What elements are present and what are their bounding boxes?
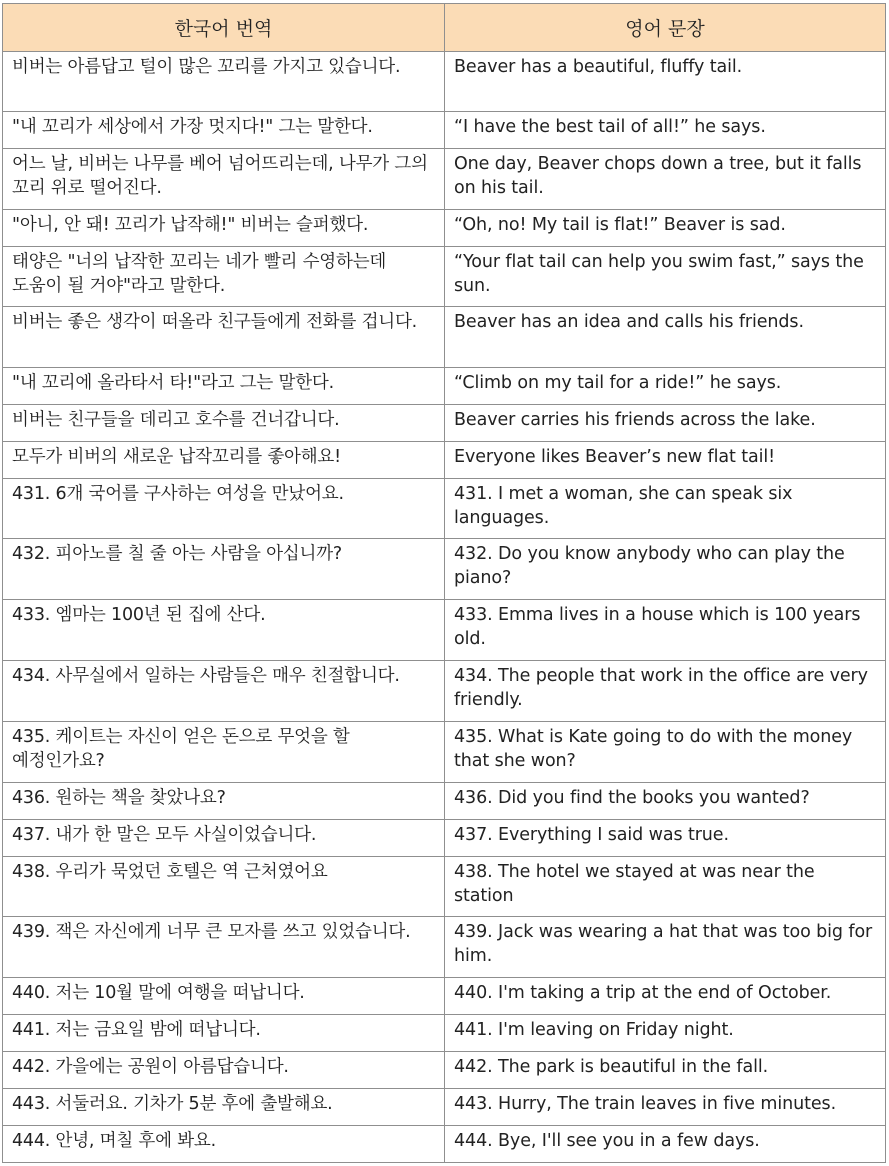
english-cell: Beaver has a beautiful, fluffy tail. (445, 52, 886, 112)
korean-cell: "내 꼬리가 세상에서 가장 멋지다!" 그는 말한다. (3, 112, 445, 149)
table-row (3, 1089, 886, 1126)
korean-cell: 439. 잭은 자신에게 너무 큰 모자를 쓰고 있었습니다. (3, 917, 445, 978)
english-cell: 440. I'm taking a trip at the end of October. (445, 978, 886, 1015)
table-row (3, 405, 886, 442)
english-cell: Beaver has an idea and calls his friends. (445, 307, 886, 368)
english-cell: 441. I'm leaving on Friday night. (445, 1015, 886, 1052)
korean-cell: 442. 가을에는 공원이 아름답습니다. (3, 1052, 445, 1089)
korean-cell: 432. 피아노를 칠 줄 아는 사람을 아십니까? (3, 539, 445, 600)
table-row (3, 1015, 886, 1052)
korean-cell: 비버는 좋은 생각이 떠올라 친구들에게 전화를 겁니다. (3, 307, 445, 368)
table-row (3, 479, 886, 539)
table-body (3, 52, 886, 1163)
english-cell: 433. Emma lives in a house which is 100 years old. (445, 600, 886, 661)
english-cell: “Oh, no! My tail is flat!” Beaver is sad. (445, 210, 886, 247)
english-column-header: 영어 문장 (445, 4, 886, 52)
korean-cell: "내 꼬리에 올라타서 타!"라고 그는 말한다. (3, 368, 445, 405)
korean-cell: 438. 우리가 묵었던 호텔은 역 근처였어요 (3, 857, 445, 917)
table-row (3, 783, 886, 820)
table-row (3, 600, 886, 661)
english-cell: 431. I met a woman, she can speak six languages. (445, 479, 886, 539)
table-row (3, 52, 886, 112)
english-cell: One day, Beaver chops down a tree, but it falls on his tail. (445, 149, 886, 210)
table-row (3, 917, 886, 978)
english-cell: “I have the best tail of all!” he says. (445, 112, 886, 149)
english-cell: 444. Bye, I'll see you in a few days. (445, 1126, 886, 1163)
english-cell: 436. Did you find the books you wanted? (445, 783, 886, 820)
table-header (3, 4, 886, 52)
korean-cell: 어느 날, 비버는 나무를 베어 넘어뜨리는데, 나무가 그의 꼬리 위로 떨어진다. (3, 149, 445, 210)
table-row (3, 307, 886, 368)
table-row (3, 539, 886, 600)
table-row (3, 368, 886, 405)
table-row (3, 722, 886, 783)
korean-cell: 모두가 비버의 새로운 납작꼬리를 좋아해요! (3, 442, 445, 479)
korean-cell: 비버는 친구들을 데리고 호수를 건너갑니다. (3, 405, 445, 442)
english-cell: 442. The park is beautiful in the fall. (445, 1052, 886, 1089)
korean-cell: 435. 케이트는 자신이 얻은 돈으로 무엇을 할 예정인가요? (3, 722, 445, 783)
english-cell: Beaver carries his friends across the lake. (445, 405, 886, 442)
korean-cell: 437. 내가 한 말은 모두 사실이었습니다. (3, 820, 445, 857)
table-row (3, 442, 886, 479)
korean-cell: 443. 서둘러요. 기차가 5분 후에 출발해요. (3, 1089, 445, 1126)
korean-cell: 441. 저는 금요일 밤에 떠납니다. (3, 1015, 445, 1052)
translation-table (2, 3, 886, 1163)
translation-sheet (2, 3, 885, 1163)
table-row (3, 112, 886, 149)
english-cell: 439. Jack was wearing a hat that was too big for him. (445, 917, 886, 978)
korean-cell: "아니, 안 돼! 꼬리가 납작해!" 비버는 슬퍼했다. (3, 210, 445, 247)
korean-cell: 태양은 "너의 납작한 꼬리는 네가 빨리 수영하는데 도움이 될 거야"라고 말한다. (3, 247, 445, 307)
table-row (3, 661, 886, 722)
english-cell: 435. What is Kate going to do with the money that she won? (445, 722, 886, 783)
table-row (3, 1126, 886, 1163)
korean-cell: 444. 안녕, 며칠 후에 봐요. (3, 1126, 445, 1163)
table-row (3, 210, 886, 247)
table-row (3, 857, 886, 917)
korean-cell: 436. 원하는 책을 찾았나요? (3, 783, 445, 820)
english-cell: 438. The hotel we stayed at was near the station (445, 857, 886, 917)
english-cell: 443. Hurry, The train leaves in five minutes. (445, 1089, 886, 1126)
korean-cell: 434. 사무실에서 일하는 사람들은 매우 친절합니다. (3, 661, 445, 722)
table-row (3, 247, 886, 307)
table-row (3, 820, 886, 857)
english-cell: 437. Everything I said was true. (445, 820, 886, 857)
korean-cell: 비버는 아름답고 털이 많은 꼬리를 가지고 있습니다. (3, 52, 445, 112)
header-row (3, 4, 886, 52)
english-cell: “Your flat tail can help you swim fast,” says the sun. (445, 247, 886, 307)
korean-cell: 440. 저는 10월 말에 여행을 떠납니다. (3, 978, 445, 1015)
table-row (3, 1052, 886, 1089)
korean-cell: 433. 엠마는 100년 된 집에 산다. (3, 600, 445, 661)
table-row (3, 978, 886, 1015)
korean-cell: 431. 6개 국어를 구사하는 여성을 만났어요. (3, 479, 445, 539)
english-cell: Everyone likes Beaver’s new flat tail! (445, 442, 886, 479)
english-cell: 434. The people that work in the office are very friendly. (445, 661, 886, 722)
english-cell: “Climb on my tail for a ride!” he says. (445, 368, 886, 405)
table-row (3, 149, 886, 210)
korean-column-header: 한국어 번역 (3, 4, 445, 52)
english-cell: 432. Do you know anybody who can play the piano? (445, 539, 886, 600)
